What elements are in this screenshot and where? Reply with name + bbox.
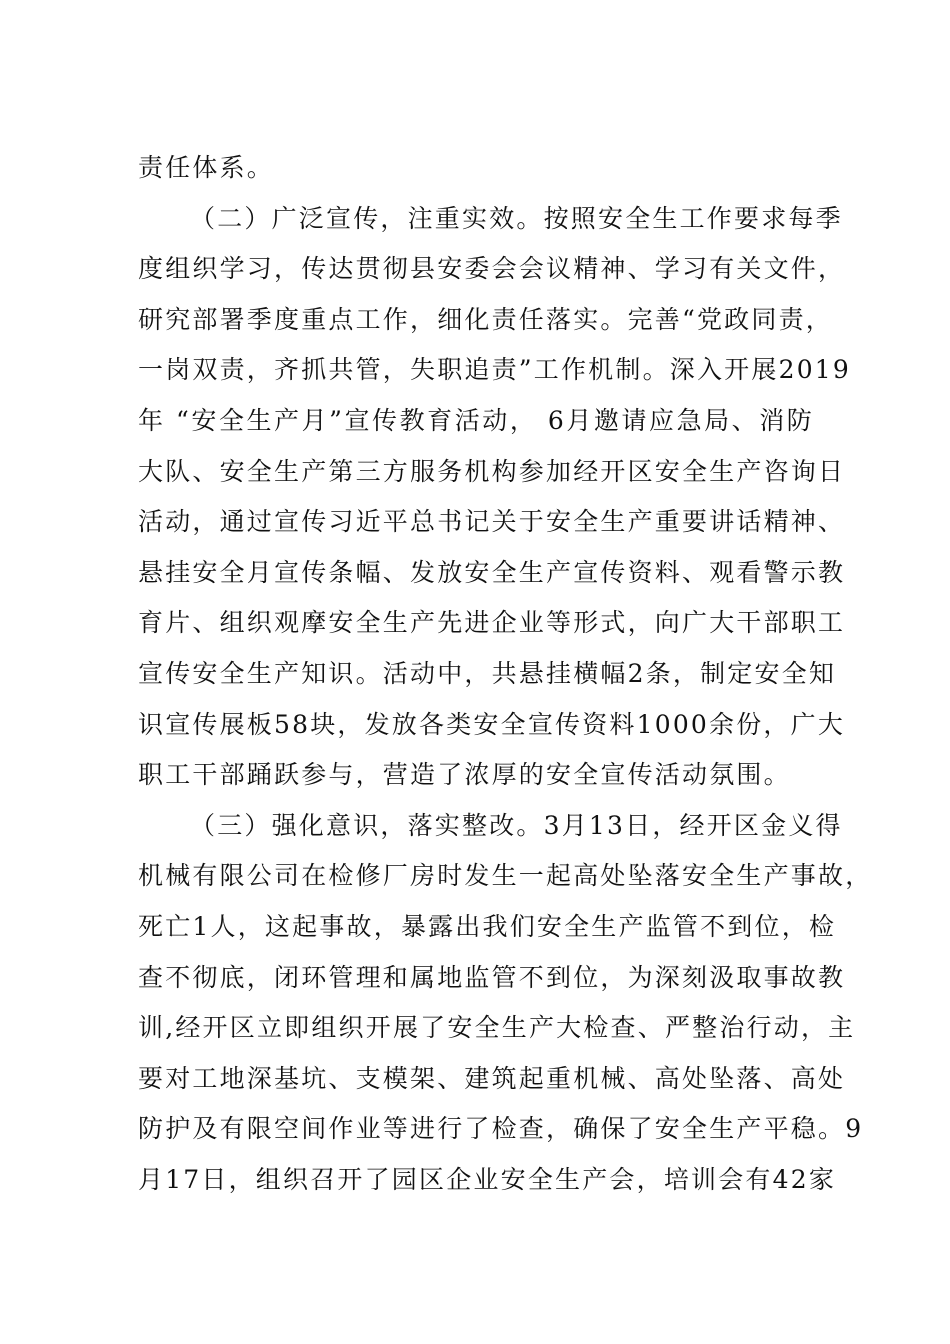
paragraph-line: 死亡1人，这起事故，暴露出我们安全生产监管不到位，检: [138, 911, 837, 941]
document-body: [138, 143, 873, 1205]
paragraph-line: 识宣传展板58块，发放各类安全宣传资料1000余份，广大: [138, 709, 846, 739]
paragraph-line: 训,经开区立即组织开展了安全生产大检查、严整治行动，主: [138, 1013, 856, 1043]
paragraph-line: 活动，通过宣传习近平总书记关于安全生产重要讲话精神、: [138, 507, 846, 537]
paragraph-line: 悬挂安全月宣传条幅、发放安全生产宣传资料、观看警示教: [138, 557, 846, 587]
paragraph-line: 一岗双责，齐抓共管，失职追责”工作机制。深入开展2019: [138, 355, 852, 385]
paragraph-line: 年 “安全生产月”宣传教育活动， 6月邀请应急局、消防: [138, 405, 814, 435]
section-heading-line: （二）广泛宣传，注重实效。按照安全生工作要求每季: [190, 203, 843, 233]
paragraph-line: 大队、安全生产第三方服务机构参加经开区安全生产咨询日: [138, 456, 846, 486]
paragraph-line: 防护及有限空间作业等进行了检查，确保了安全生产平稳。9: [138, 1114, 864, 1144]
paragraph-line: 育片、组织观摩安全生产先进企业等形式，向广大干部职工: [138, 608, 846, 638]
paragraph-line: 责任体系。: [138, 153, 275, 182]
section-heading-line: （三）强化意识，落实整改。3月13日，经开区金义得: [190, 810, 843, 840]
paragraph-line: 职工干部踊跃参与，营造了浓厚的安全宣传活动氛围。: [138, 760, 791, 790]
paragraph-line: 宣传安全生产知识。活动中，共悬挂横幅2条，制定安全知: [138, 658, 837, 688]
paragraph-line: 月17日，组织召开了园区企业安全生产会，培训会有42家: [138, 1164, 837, 1194]
paragraph-line: 机械有限公司在检修厂房时发生一起高处坠落安全生产事故，: [138, 861, 873, 891]
paragraph-line: 查不彻底，闭环管理和属地监管不到位，为深刻汲取事故教: [138, 962, 846, 992]
paragraph-line: 度组织学习，传达贯彻县安委会会议精神、学习有关文件，: [138, 254, 846, 284]
paragraph-line: 要对工地深基坑、支模架、建筑起重机械、高处坠落、高处: [138, 1063, 846, 1093]
paragraph-line: 研究部署季度重点工作，细化责任落实。完善“党政同责，: [138, 304, 833, 334]
